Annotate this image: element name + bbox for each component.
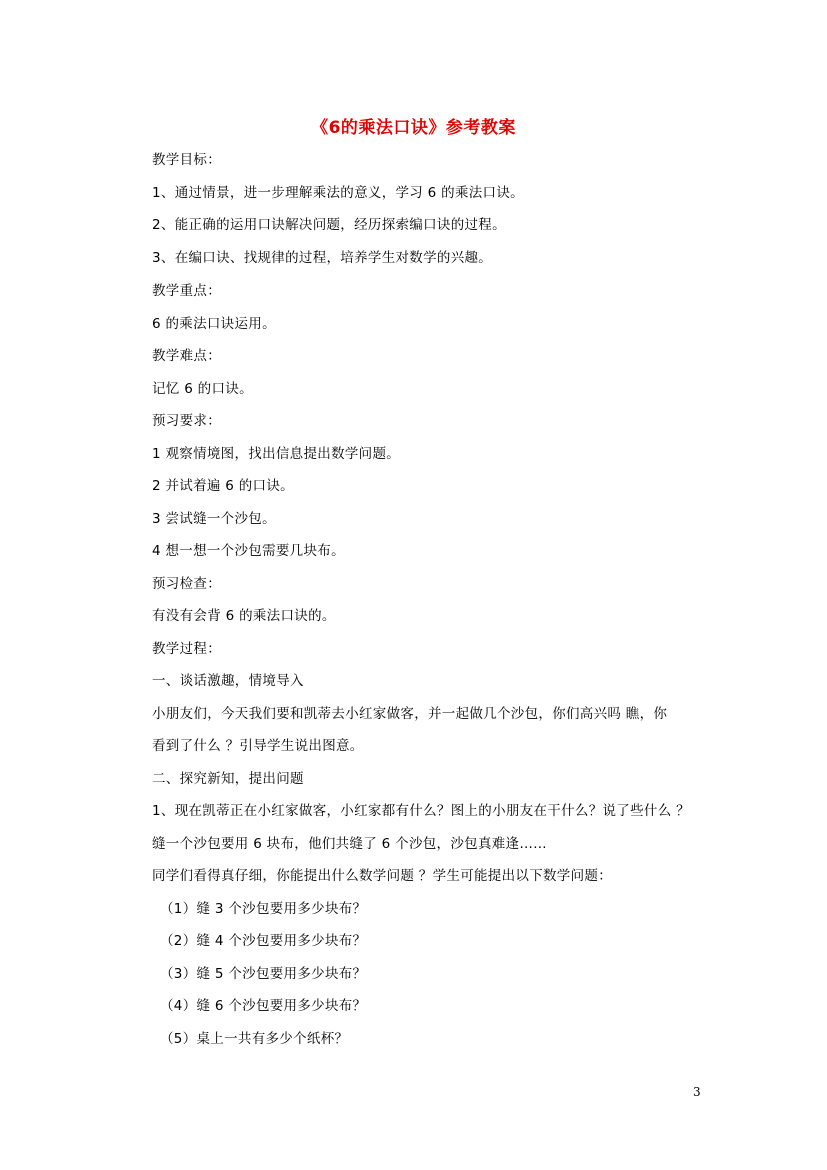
preview-item-3: 3 尝试缝一个沙包。 [152, 511, 276, 527]
paragraph-line: 缝一个沙包要用 6 块布，他们共缝了 6 个沙包，沙包真难逢…… [152, 836, 547, 852]
question-item-2: （2）缝 4 个沙包要用多少块布？ [160, 933, 367, 949]
preview-item-4: 4 想一想一个沙包需要几块布。 [152, 543, 345, 559]
paragraph-line: 1、现在凯蒂正在小红家做客，小红家都有什么？图上的小朋友在干什么？说了些什么 ？ [152, 803, 690, 819]
preview-check-text: 有没有会背 6 的乘法口诀的。 [152, 608, 336, 624]
paragraph-line: 小朋友们，今天我们要和凯蒂去小红家做客，并一起做几个沙包，你们高兴吗 瞧，你 [152, 706, 668, 722]
section-heading-difficulties: 教学难点： [152, 348, 221, 364]
section-heading-key-points: 教学重点： [152, 283, 221, 299]
page-number: 3 [693, 1085, 701, 1099]
paragraph-line: 看到了什么 ？引导学生说出图意。 [152, 738, 364, 754]
preview-item-1: 1 观察情境图，找出信息提出数学问题。 [152, 446, 401, 462]
question-item-5: （5）桌上一共有多少个纸杯？ [160, 1031, 349, 1047]
question-item-1: （1）缝 3 个沙包要用多少块布？ [160, 901, 367, 917]
objective-item-2: 2、能正确的运用口诀解决问题，经历探索编口诀的过程。 [152, 217, 506, 233]
section-heading-preview-requirements: 预习要求： [152, 413, 221, 429]
section-heading-preview-check: 预习检查： [152, 576, 221, 592]
question-item-3: （3）缝 5 个沙包要用多少块布？ [160, 966, 367, 982]
document-title: 《6的乘法口诀》参考教案 [311, 118, 516, 138]
key-point-text: 6 的乘法口诀运用。 [152, 316, 276, 332]
objective-item-3: 3、在编口诀、找规律的过程，培养学生对数学的兴趣。 [152, 250, 493, 266]
question-item-4: （4）缝 6 个沙包要用多少块布？ [160, 998, 367, 1014]
objective-item-1: 1、通过情景，进一步理解乘法的意义，学习 6 的乘法口诀。 [152, 185, 524, 201]
paragraph-line: 同学们看得真仔细，你能提出什么数学问题 ？学生可能提出以下数学问题： [152, 868, 612, 884]
process-step-1-heading: 一、谈话激趣，情境导入 [152, 673, 304, 689]
difficulty-text: 记忆 6 的口诀。 [152, 381, 253, 397]
section-heading-process: 教学过程： [152, 641, 221, 657]
process-step-2-heading: 二、探究新知，提出问题 [152, 771, 304, 787]
section-heading-objectives: 教学目标： [152, 152, 221, 168]
preview-item-2: 2 并试着遍 6 的口诀。 [152, 478, 294, 494]
